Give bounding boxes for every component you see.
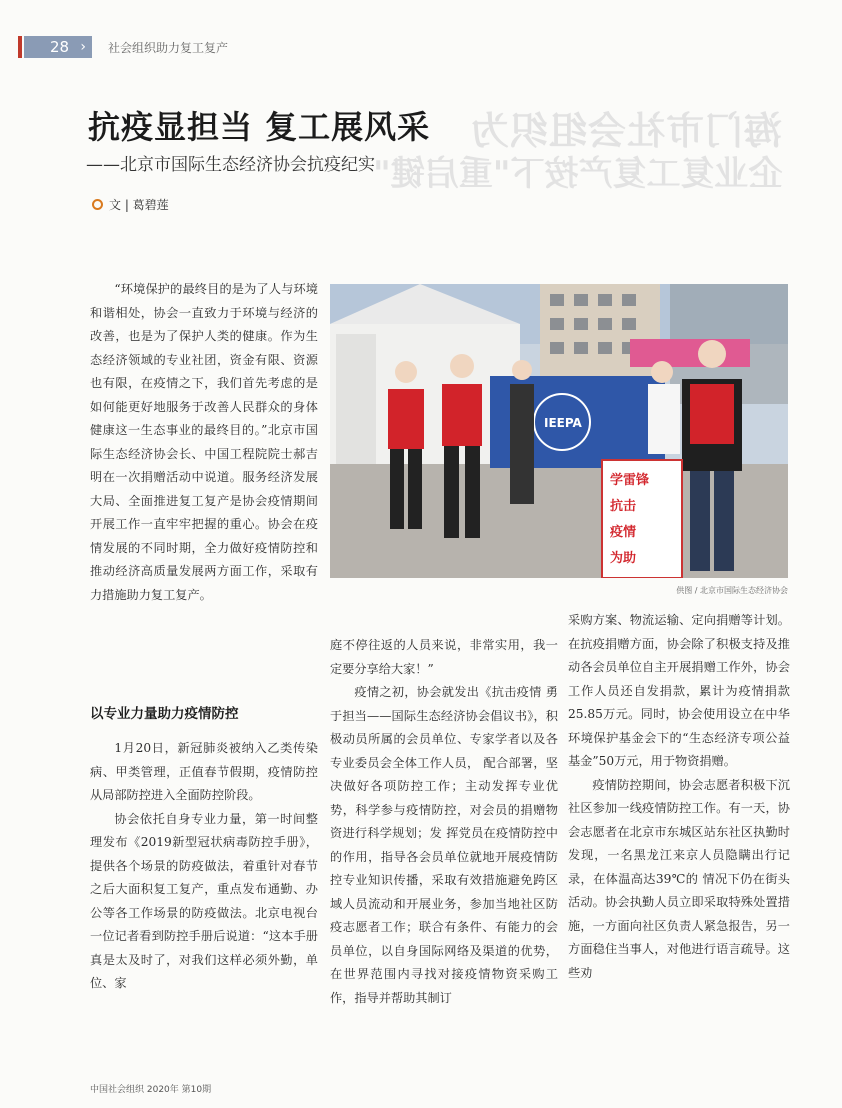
chevron-right-icon: › [80, 39, 86, 55]
page-number-tab [24, 36, 92, 58]
bleed-through-text-1: 海门市社会组织为 [469, 109, 782, 153]
column-1-lower [90, 737, 318, 996]
column-3 [568, 609, 790, 985]
article-subtitle: ——北京市国际生态经济协会抗疫纪实 [86, 155, 375, 175]
column-2-paragraph: 疫情之初，协会就发出《抗击疫情 勇于担当——国际生态经济协会倡议书》，积极动员所属的会员单位、专家学者以及各专业委员会全体工作人员， 配合部署，坚决做好各项防控工作；主动发挥专业优势，科学参与疫情防控，对会员的捐赠物资进行科学规划；发 挥党员在疫情防控中的作用，指导各会员单位就地开展疫情防控专业知识传播，采取有效措施避免跨区域人员流动和开展业务，参加当地社区防疫志愿者工作；联合有条件、有能力的会员单位，以自身国际网络及渠道的优势，在世界范围内寻找对接疫情物资采购工作，指导并帮助其制订 [330, 685, 558, 1005]
author-icon [92, 199, 103, 210]
section-heading: 以专业力量助力疫情防控 [90, 706, 239, 722]
bleed-through-text-2: 企业复工复产按下"重启键" [372, 154, 782, 194]
intro-paragraph: “环境保护的最终目的是为了人与环境和谐相处，协会一直致力于环境与经济的改善，也是为了保护人类的健康。作为生态经济领域的专业社团，资金有限、资源也有限，在疫情之下，我们首先考虑的是如何能更好地服务于改善人民群众的身体健康这一生态事业的最终目的。”北京市国际生态经济协会长、中国工程院院士郝吉明在一次捐赠活动中说道。服务经济发展大局、全面推进复工复产是协会疫情期间开展工作一直牢牢把握的重心。协会在疫情发展的不同时期，全力做好疫情防控和推动经济高质量发展两方面工作，采取有力措施助力复工复产。 [90, 282, 318, 602]
sign-text-1: 学雷锋 [610, 473, 650, 488]
flag-text: IEEPA [544, 416, 582, 430]
column-2-continuation: 庭不停往返的人员来说，非常实用，我一定要分享给大家！” [330, 638, 558, 676]
sign-text-4: 为助 [610, 551, 637, 566]
column-3-paragraph: 疫情防控期间，协会志愿者积极下沉社区参加一线疫情防控工作。有一天，协会志愿者在北京市东城区站东社区执勤时发现，一名黑龙江来京人员隐瞒出行记录，在体温高达39℃的 情况下仍在街头活动。协会执勤人员立即采取特殊处置措施，一方面向社区负责人紧急报告，另一方面稳住当事人，对他进行语言疏导。这些劝 [568, 777, 790, 980]
paragraph-2: 协会依托自身专业力量，第一时间整理发布《2019新型冠状病毒防控手册》，提供各个场景的防疫做法，着重针对春节之后大面积复工复产，重点发布通勤、办公等各工作场景的防疫做法。北京电视台一位记者看到防控手册后说道：“这本手册真是太及时了，对我们这样必须外勤，单位、家 [90, 811, 318, 990]
paragraph-1: 1月20日，新冠肺炎被纳入乙类传染病、甲类管理，正值春节假期，疫情防控从局部防控进入全面防控阶段。 [90, 741, 318, 802]
column-3-continuation: 采购方案、物流运输、定向捐赠等计划。在抗疫捐赠方面，协会除了积极支持及推动各会员单位自主开展捐赠工作外，协会工作人员还自发捐款，累计为疫情捐款25.85万元。同时，协会使用设立在中华环境保护基金会下的“生态经济专项公益基金”50万元，用于物资捐赠。 [568, 613, 790, 768]
author-name: 文 | 葛碧莲 [109, 198, 169, 212]
page-footer: 中国社会组织 2020年 第10期 [90, 1085, 212, 1095]
page-header [18, 36, 228, 58]
intro-paragraph-column [90, 278, 318, 607]
header-accent-mark [18, 36, 22, 58]
photo-illustration [330, 284, 788, 578]
article-title: 抗疫显担当 复工展风采 [88, 108, 431, 146]
photo-caption: 供图 / 北京市国际生态经济协会 [676, 586, 788, 595]
event-photo [330, 284, 788, 578]
section-title: 社会组织助力复工复产 [108, 40, 229, 55]
sign-text-2: 抗击 [610, 499, 637, 514]
column-2 [330, 634, 558, 1010]
sign-text-3: 疫情 [610, 525, 637, 540]
page-number: 28 [50, 38, 70, 56]
byline [92, 196, 169, 213]
